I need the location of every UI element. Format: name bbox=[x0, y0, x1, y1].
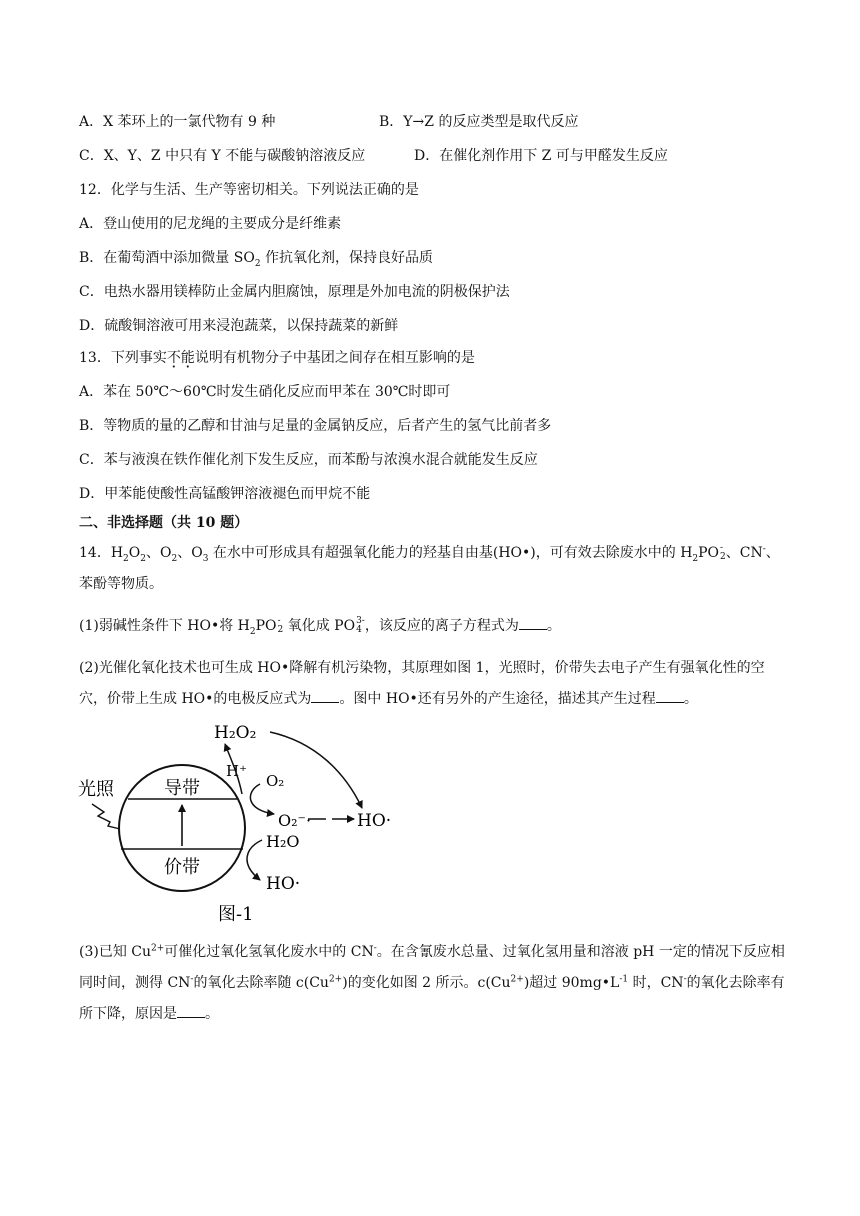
light-label: 光照 bbox=[78, 779, 114, 800]
answer-blank[interactable] bbox=[177, 1005, 205, 1018]
h-plus-label: H⁺ bbox=[226, 762, 247, 780]
answer-blank[interactable] bbox=[656, 690, 684, 703]
hydroxyl-radical-label: HO· bbox=[357, 811, 392, 831]
arrow-h2o-to-ho bbox=[247, 840, 262, 880]
conduction-band-label: 导带 bbox=[164, 778, 200, 799]
q13-option-b: B．等物质的量的乙醇和甘油与足量的金属钠反应，后者产生的氢气比前者多 bbox=[79, 418, 552, 434]
section-heading: 二、非选择题（共 10 题） bbox=[79, 515, 249, 531]
h2o-label: H₂O bbox=[266, 832, 300, 851]
q11-option-c: C．X、Y、Z 中只有 Y 不能与碳酸钠溶液反应 bbox=[79, 148, 366, 164]
valence-band-label: 价带 bbox=[164, 857, 200, 878]
h2o2-label: H₂O₂ bbox=[214, 723, 257, 743]
arrow-h2o2-to-ho bbox=[270, 732, 362, 808]
q12-option-c: C．电热水器用镁棒防止金属内胆腐蚀，原理是外加电流的阴极保护法 bbox=[79, 284, 510, 300]
q11-option-b: B．Y→Z 的反应类型是取代反应 bbox=[379, 114, 579, 130]
hydroxyl-radical-bottom-label: HO· bbox=[266, 874, 301, 894]
answer-blank[interactable] bbox=[311, 690, 339, 703]
q14-part1: (1)弱碱性条件下 HO•将 $H_2PO$ - 2 氧化成 PO 3- 4 ，该反应的离子方程式为 。 bbox=[79, 616, 561, 637]
q12-option-a: A．登山使用的尼龙绳的主要成分是纤维素 bbox=[79, 216, 342, 232]
q14-stem: 14．$H_2O_2$、$O_2$、$O_3$ 在水中可形成具有超强氧化能力的羟基自由基(HO•)，可有效去除废水中的 $H_2PO$ - 2 、CN-、苯酚等物质。 bbox=[79, 543, 780, 592]
q14-part3: (3)已知 $Cu^{2+}$可催化过氧化氢氧化废水中的 CN-。在含氰废水总量、过氧化氢用量和溶液 pH 一定的情况下反应相同时间，测得 CN-的氧化去除率随 $c(Cu^{2+})$的变化如图 2 所示。$c(Cu^{2+})$超过 $90mg•L^{-1}$ 时，CN-的氧化去除率有所下降，原因是 。 bbox=[79, 943, 785, 1022]
q11-option-a: A．X 苯环上的一氯代物有 9 种 bbox=[79, 114, 276, 130]
answer-blank[interactable] bbox=[519, 617, 547, 630]
emphasis-char: 不 bbox=[166, 350, 181, 366]
o2-label: O₂ bbox=[266, 772, 285, 790]
q13-option-c: C．苯与液溴在铁作催化剂下发生反应，而苯酚与浓溴水混合就能发生反应 bbox=[79, 452, 538, 468]
q13-stem: 13．下列事实不能说明有机物分子中基团之间存在相互影响的是 bbox=[79, 350, 475, 366]
q12-option-d: D．硫酸铜溶液可用来浸泡蔬菜，以保持蔬菜的新鲜 bbox=[79, 318, 399, 334]
q13-option-d: D．甲苯能使酸性高锰酸钾溶液褪色而甲烷不能 bbox=[79, 486, 371, 502]
figure-1-diagram bbox=[70, 712, 430, 927]
q14-part2: (2)光催化氧化技术也可生成 HO•降解有机污染物，其原理如图 1，光照时，价带失去电子产生有强氧化性的空穴，价带上生成 HO•的电极反应式为 。图中 HO•还有另外的产生途径，描述其产生过程 。 bbox=[79, 660, 765, 707]
q12-option-b: B．在葡萄酒中添加微量 $SO_2$ 作抗氧化剂，保持良好品质 bbox=[79, 250, 433, 269]
light-zigzag-icon bbox=[92, 804, 120, 829]
superoxide-radical-label: O₂⁻· bbox=[278, 811, 312, 830]
figure-caption: 图-1 bbox=[218, 904, 254, 925]
emphasis-char: 能 bbox=[180, 350, 195, 366]
q13-option-a: A．苯在 50℃～60℃时发生硝化反应而甲苯在 30℃时即可 bbox=[79, 384, 451, 400]
q12-stem: 12．化学与生活、生产等密切相关。下列说法正确的是 bbox=[79, 182, 419, 198]
q11-option-d: D．在催化剂作用下 Z 可与甲醛发生反应 bbox=[414, 148, 668, 164]
